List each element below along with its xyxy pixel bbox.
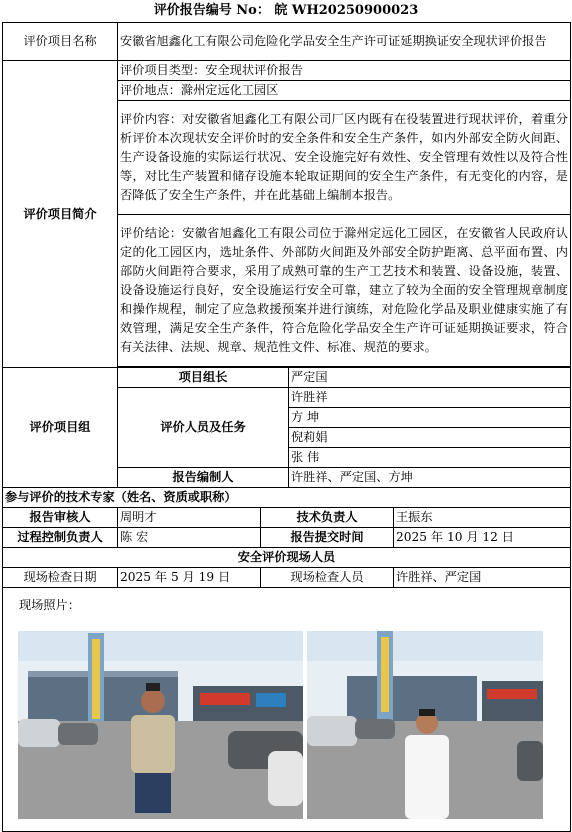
onsite-date: 2025 年 5 月 19 日 bbox=[118, 568, 261, 588]
reviewer-label: 报告审核人 bbox=[3, 508, 118, 528]
staff-name-1: 许胜祥 bbox=[289, 388, 571, 408]
project-location: 评价地点：滁州定远化工园区 bbox=[118, 81, 571, 101]
onsite-people-label: 现场检查人员 bbox=[261, 568, 394, 588]
staff-name-2: 方 坤 bbox=[289, 408, 571, 428]
process-label: 过程控制负责人 bbox=[3, 528, 118, 548]
writer-label: 报告编制人 bbox=[118, 468, 289, 488]
reviewer-name: 周明才 bbox=[118, 508, 261, 528]
staff-name-3: 倪莉娟 bbox=[289, 428, 571, 448]
onsite-date-label: 现场检查日期 bbox=[3, 568, 118, 588]
submit-label: 报告提交时间 bbox=[261, 528, 394, 548]
project-name-label: 评价项目名称 bbox=[3, 23, 118, 61]
project-name-value: 安徽省旭鑫化工有限公司危险化学品安全生产许可证延期换证安全现状评价报告 bbox=[118, 23, 571, 61]
photos-cell bbox=[3, 588, 571, 832]
project-conclusion: 评价结论：安徽省旭鑫化工有限公司位于滁州定远化工园区，在安徽省人民政府认定的化工园区内，选址条件、外部防火间距及外部安全防护距离、总平面布置、内部防火间距符合要求，采用了成熟可靠的生产工艺技术和装置、设备设施，装置、设备设施运行良好，安全设施运行安全可靠，建立了较为全面的安全管理规章制度和操作规程，制定了应急救援预案并进行演练，对危险化学品及职业健康实施了有效管理，满足安全生产条件，符合危险化学品安全生产许可证延期换证要求，符合有关法律、法规、规章、规范性文件、标准、规范的要求。 bbox=[118, 215, 571, 367]
leader-name: 严定国 bbox=[289, 368, 571, 388]
leader-label: 项目组长 bbox=[118, 368, 289, 388]
team-label: 评价项目组 bbox=[3, 368, 118, 488]
onsite-people: 许胜祥、严定国 bbox=[394, 568, 571, 588]
photo-row bbox=[5, 631, 568, 831]
tech-lead-name: 王振东 bbox=[394, 508, 571, 528]
photos-label: 现场照片： bbox=[19, 598, 80, 612]
project-intro-label: 评价项目简介 bbox=[3, 61, 118, 368]
tech-lead-label: 技术负责人 bbox=[261, 508, 394, 528]
experts-label: 参与评价的技术专家（姓名、资质或职称） bbox=[3, 488, 571, 508]
project-content: 评价内容：对安徽省旭鑫化工有限公司厂区内既有在役装置进行现状评价，着重分析评价本次现状安全评价时的安全条件和安全生产条件，如内外部安全防火间距、生产设备设施的实际运行状况、安全设施完好有效性、安全管理有效性以及符合性等，对比生产装置和储存设施本轮取证期间的安全生产条件，有无变化的内容，是否降低了安全生产条件，并在此基础上编制本报告。 bbox=[118, 101, 571, 215]
onsite-photo-1 bbox=[18, 631, 303, 819]
report-number-title: 评价报告编号 No： 皖 WH20250900023 bbox=[153, 3, 419, 18]
report-table bbox=[2, 22, 571, 832]
process-name: 陈 宏 bbox=[118, 528, 261, 548]
staff-name-4: 张 伟 bbox=[289, 448, 571, 468]
project-type: 评价项目类型：安全现状评价报告 bbox=[118, 61, 571, 81]
writer-names: 许胜祥、严定国、方坤 bbox=[289, 468, 571, 488]
staff-label: 评价人员及任务 bbox=[118, 388, 289, 468]
submit-date: 2025 年 10 月 12 日 bbox=[394, 528, 571, 548]
onsite-photo-2 bbox=[307, 631, 543, 819]
onsite-section-title: 安全评价现场人员 bbox=[3, 548, 571, 568]
